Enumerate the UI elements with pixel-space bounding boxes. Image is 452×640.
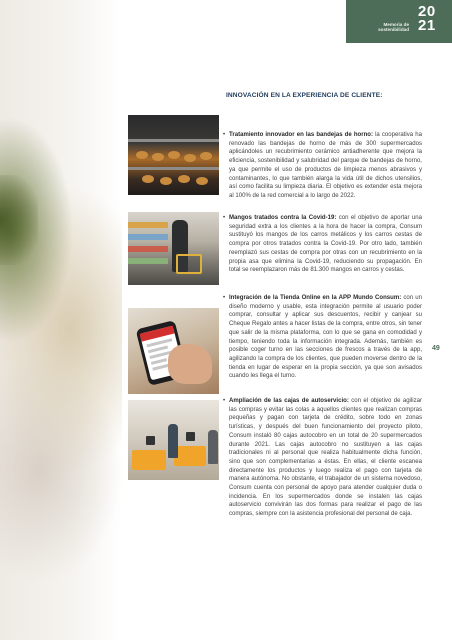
item-body: con un diseño moderno y usable, esta integración permite al usuario poder comprar, consultar y aplicar sus descuentos, recibir y canjear su Cheque Regalo antes a hacer listas de la compra, entre otros, sin tener que salir de la misma plataforma, con lo que se gana en comodidad y tiempo, teniendo toda la información integrada. Además, también es posible coger turno en las secciones de frescos a través de la app, agilizando la compra de los clientes, que pueden moverse dentro de la tienda en lugar de esperar en la propia sección, ya que son avisados cuando les llega el turno. <box>229 295 422 380</box>
shopping-cart-photo <box>128 212 219 285</box>
list-item <box>223 214 422 275</box>
item-lead: Tratamiento innovador en las bandejas de horno: <box>229 132 373 138</box>
item-body: la cooperativa ha renovado las bandejas de horno de más de 300 supermercados aplicándoles un recubrimiento cerámico antiadherente que mejora la eficiencia, sostenibilidad y salubridad del parque de bandejas de horno, ya que permite el uso de productos de limpieza menos abrasivos y contaminantes, lo que también alarga la vida útil de dichos utensilios, así como facilita su limpieza diaria. El objetivo es extender esta mejora al 100% de la red comercial a lo largo de 2022. <box>229 132 422 199</box>
bullet: • <box>223 295 226 301</box>
item-body: con el objetivo de aportar una seguridad extra a los clientes a la hora de hacer la compra, Consum sustituyó los mangos de los carros metálicos y los carros cestas de compra por otros tratados contra la Covid-19. Por otro lado, también reemplazó sus cestas de compra por otras con un recubrimiento en la propia asa que elimina la Covid-19, reduciendo su propagación. En total se reemplazaron más de 81.300 mangos en carros y cestas. <box>229 215 422 274</box>
self-checkout-photo <box>128 400 219 480</box>
item-body: con el objetivo de agilizar las compras y evitar las colas a aquellos clientes que realizan compras pequeñas y pagan con tarjeta de crédito, sobre todo en zonas turísticas, y después del buen funcionamiento del proyecto piloto, Consum instaló 80 cajas autocobro en un total de 20 supermercados durante 2021. Las cajas autocobro no sustituyen a las cajas tradicionales ni al personal que realiza habitualmente dicha función, sino que son complementarias a éstas. En ellas, el cliente escanea directamente los productos y luego realiza el pago con tarjeta de manera autónoma. No obstante, el trabajador de un sistema novedoso, Consum cuenta con personal de apoyo para atender cualquier duda o incidencia. En los supermercados donde se instalen las cajas autoservicio convivirán las dos formas para realizar el pago de las compras, siempre con la asistencia profesional del personal de caja. <box>229 398 422 518</box>
bullet: • <box>223 132 226 138</box>
report-year <box>418 5 448 33</box>
list-item <box>223 397 422 519</box>
year-top: 20 <box>418 3 436 20</box>
year-bottom: 21 <box>418 17 436 34</box>
bullet: • <box>223 398 226 404</box>
item-lead: Mangos tratados contra la Covid-19: <box>229 215 337 221</box>
report-year-badge <box>346 0 452 43</box>
item-lead: Integración de la Tienda Online en la APP Mundo Consum: <box>229 295 402 301</box>
list-item <box>223 131 422 201</box>
page-number: 49 <box>432 345 440 352</box>
list-item <box>223 294 422 381</box>
section-title: INNOVACIÓN EN LA EXPERIENCIA DE CLIENTE: <box>226 92 383 99</box>
mobile-app-photo <box>128 308 219 394</box>
bullet: • <box>223 215 226 221</box>
report-tag: Memoria de sostenibilidad <box>378 22 409 33</box>
left-decorative-photo <box>0 0 122 640</box>
item-lead: Ampliación de las cajas de autoservicio: <box>229 398 349 404</box>
oven-trays-photo <box>128 115 219 195</box>
